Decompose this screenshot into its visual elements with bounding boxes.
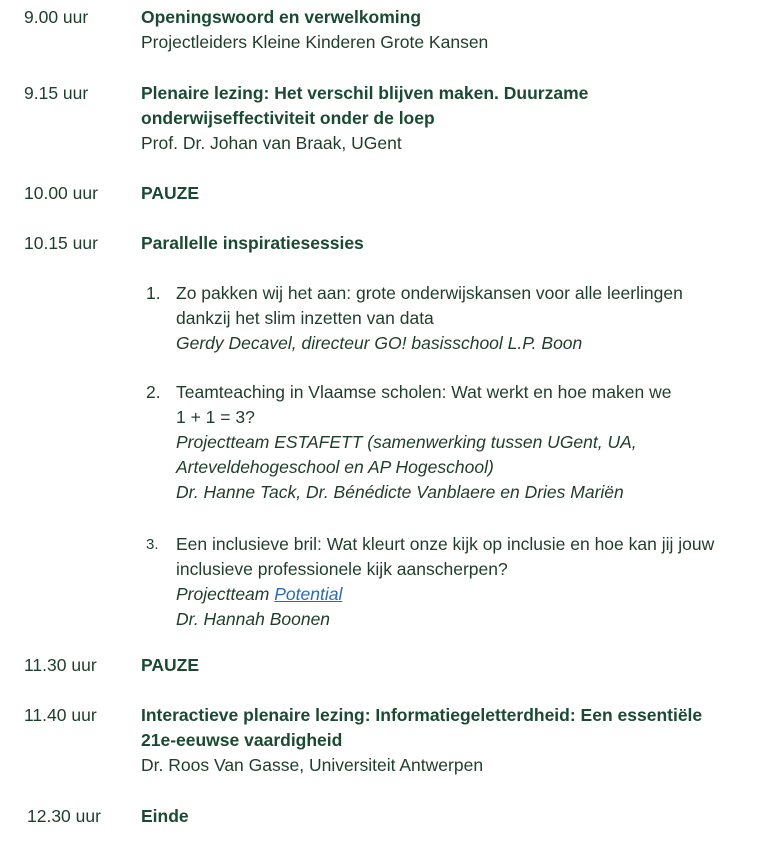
session-number: 1. (146, 283, 161, 303)
session-speakers: Dr. Hanne Tack, Dr. Bénédicte Vanblaere en Dries Mariën (176, 482, 624, 502)
session-title-line-1: Teamteaching in Vlaamse scholen: Wat werkt en hoe maken we (176, 382, 672, 402)
item-title-line-1: Plenaire lezing: Het verschil blijven maken. Duurzame (141, 83, 589, 103)
item-time: 11.30 uur (24, 655, 97, 675)
session-team-line-1: Projectteam ESTAFETT (samenwerking tussen UGent, UA, (176, 432, 637, 452)
session-number: 2. (146, 382, 161, 402)
session-title-line-1: Een inclusieve bril: Wat kleurt onze kijk op inclusie en hoe kan jij jouw (176, 534, 715, 554)
session-team (176, 582, 771, 607)
item-speaker: Prof. Dr. Johan van Braak, UGent (141, 133, 402, 153)
session-title-line-1: Zo pakken wij het aan: grote onderwijskansen voor alle leerlingen (176, 283, 683, 303)
session-team-line-2: Arteveldehogeschool en AP Hogeschool) (176, 457, 494, 477)
session-speaker: Dr. Hannah Boonen (176, 609, 331, 629)
item-time: 12.30 uur (27, 806, 101, 826)
item-time: 10.00 uur (24, 183, 98, 203)
session-title-line-2: inclusieve professionele kijk aanscherpen? (176, 559, 508, 579)
item-title: Parallelle inspiratiesessies (141, 233, 364, 253)
item-time: 10.15 uur (24, 233, 98, 253)
potential-link[interactable]: Potential (274, 584, 343, 604)
item-title-line-1: Interactieve plenaire lezing: Informatiegeletterdheid: Een essentiële (141, 705, 703, 725)
item-speaker: Projectleiders Kleine Kinderen Grote Kansen (141, 32, 489, 52)
item-title: PAUZE (141, 183, 200, 203)
item-time: 9.15 uur (24, 83, 89, 103)
item-speaker: Dr. Roos Van Gasse, Universiteit Antwerpen (141, 755, 484, 775)
item-title: PAUZE (141, 655, 200, 675)
session-number: 3. (146, 536, 159, 553)
item-title-line-2: onderwijseffectiviteit onder de loep (141, 108, 435, 128)
item-title-line-2: 21e-eeuwse vaardigheid (141, 730, 343, 750)
session-speaker: Gerdy Decavel, directeur GO! basisschool L.P. Boon (176, 333, 583, 353)
item-time: 11.40 uur (24, 705, 97, 725)
session-team-prefix: Projectteam (176, 584, 275, 604)
session-title-line-2: dankzij het slim inzetten van data (176, 308, 434, 328)
item-title: Openingswoord en verwelkoming (141, 7, 422, 27)
item-title: Einde (141, 806, 189, 826)
session-title-line-2: 1 + 1 = 3? (176, 407, 255, 427)
item-time: 9.00 uur (24, 7, 89, 27)
